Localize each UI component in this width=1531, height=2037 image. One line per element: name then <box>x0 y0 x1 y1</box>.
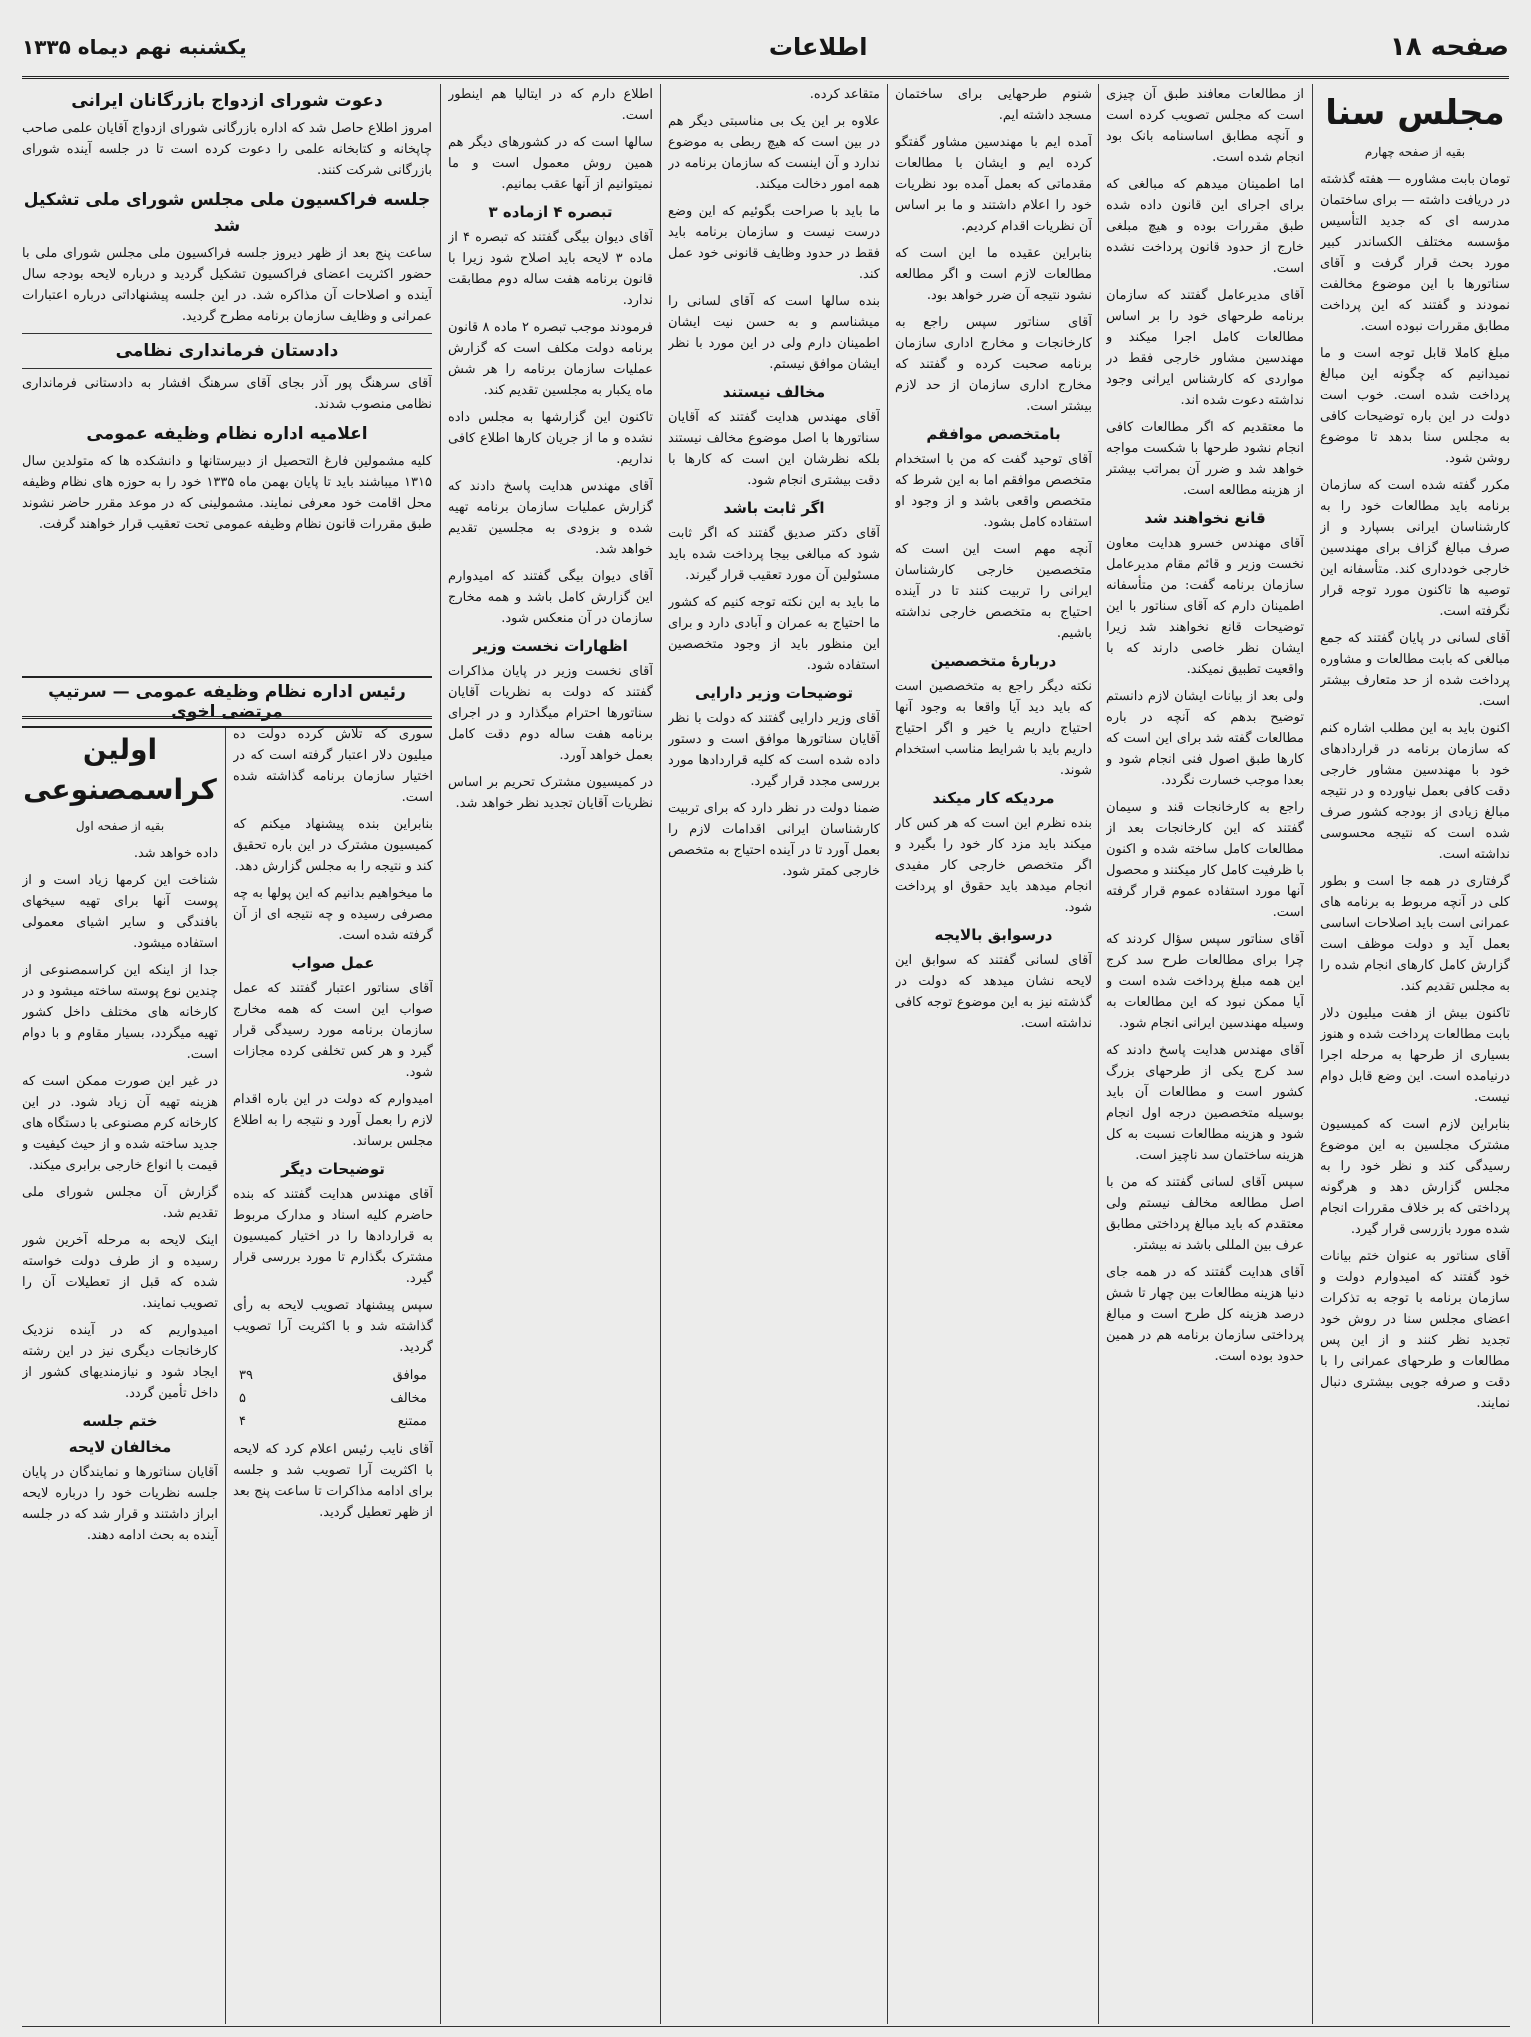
vote-row <box>233 1410 433 1433</box>
paragraph: سپس آقای لسانی گفتند که من با اصل مطالعه مخالف نیستم ولی معتقدم که باید مبالغ پرداختی مطابق عرف بین المللی باشد نه بیشتر. <box>1106 1175 1304 1253</box>
article-title: اولین کراسمصنوعی <box>23 733 217 806</box>
paragraph: آقای لسانی در پایان گفتند که جمع مبالغی که بابت مطالعات و مشاوره پرداخت شده از حد متعارف بیشتر است. <box>1320 631 1510 709</box>
paragraph: ما باید به این نکته توجه کنیم که کشور ما احتیاج به عمران و آبادی دارد و برای این منظور باید از وجود متخصصین استفاده شود. <box>668 595 880 673</box>
notice-text: کلیه مشمولین فارغ التحصیل از دبیرستانها و دانشکده ها که متولدین سال ۱۳۱۵ میباشند باید تا پایان بهمن ماه ۱۳۳۵ خود را به حوزه های نظام وظیفه محل اقامت خود معرفی نمایند. مشمولینی که در موعد مقرر حاضر نشوند طبق مقررات قانون نظام وظیفه عمومی تحت تعقیب قرار خواهند گرفت. <box>22 454 432 532</box>
paragraph: آقای سناتور سپس سؤال کردند که چرا برای مطالعات طرح سد کرج این همه مبلغ پرداخت شده است و آیا ممکن نبود که این مطالعات به وسیله مهندسین ایرانی انجام شود. <box>1106 932 1304 1031</box>
paragraph: گرفتاری در همه جا است و بطور کلی در آنچه مربوط به برنامه های عمرانی است باید اصلاحات اساسی بعمل آید و دولت موظف است گزارش کامل کارهای انجام شده را به مجلس تقدیم کند. <box>1320 874 1510 994</box>
paragraph: آقای سناتور به عنوان ختم بیانات خود گفتند که امیدوارم دولت و سازمان برنامه با توجه به تذکرات اعضای مجلس سنا در روش خود تجدید نظر کنند و از این پس مطالعات و طرحهای عمرانی را با دقت و صرفه جویی بیشتری دنبال نمایند. <box>1320 1249 1510 1411</box>
section-heading: اظهارات نخست وزیر <box>473 637 628 655</box>
article-senate-session <box>1320 84 1510 2024</box>
paragraph: ما باید با صراحت بگوئیم که این وضع درست نیست و سازمان برنامه باید فقط در حدود وظایف قانونی خود عمل کند. <box>668 204 880 282</box>
paragraph: آقای مدیرعامل گفتند که سازمان برنامه طرحهای خود را بر اساس مطالعات کامل اجرا میکند و مهندسین مشاور خارجی فقط در مواردی که کارشناس ایرانی وجود نداشته دعوت شده اند. <box>1106 288 1304 408</box>
section-heading: دربارهٔ متخصصین <box>930 652 1057 670</box>
column-rule <box>1312 84 1313 2024</box>
notice-heading: اعلامیه اداره نظام وظیفه عمومی <box>86 424 368 444</box>
paragraph: آقای مهندس هدایت گفتند که بنده حاضرم کلیه اسناد و مدارک مربوط به قراردادها را در اختیار کمیسیون مشترک بگذارم تا مورد بررسی قرار گیرد. <box>233 1187 433 1286</box>
paragraph: بنابراین بنده پیشنهاد میکنم که کمیسیون مشترک در این باره تحقیق کند و نتیجه را به مجلس گزارش دهد. <box>233 817 433 874</box>
paragraph: تاکنون بیش از هفت میلیون دلار بابت مطالعات پرداخت شده و هنوز بسیاری از طرحها به مرحله اجرا درنیامده است. این وضع قابل دوام نیست. <box>1320 1006 1510 1105</box>
section-heading: مخالف نیستند <box>722 383 826 401</box>
paragraph: در غیر این صورت ممکن است که هزینه تهیه آن زیاد شود. در این کارخانه کرم مصنوعی با دستگاه های جدید ساخته شده و از حیث کیفیت و قیمت با انواع خارجی برابری میکند. <box>22 1074 218 1173</box>
paragraph: راجع به کارخانجات قند و سیمان گفتند که این کارخانجات بعد از مطالعات کامل ساخته شده و اکنون با ظرفیت کامل کار میکنند و محصول آنها مورد استفاده عموم قرار گرفته است. <box>1106 800 1304 920</box>
paragraph: اما اطمینان میدهم که مبالغی که برای اجرای این قانون داده شده طبق مقررات بوده و هیچ مبلغی خارج از حدود قانون پرداخت نشده است. <box>1106 177 1304 276</box>
article-column-3 <box>895 84 1092 2024</box>
article-column-6 <box>233 724 433 2024</box>
paragraph: آقای سناتور سپس راجع به کارخانجات و مخارج اداری سازمان برنامه صحبت کرده و گفتند که مخارج اداری سازمان از حد لازم بیشتر است. <box>895 315 1092 414</box>
paragraph: آمده ایم با مهندسین مشاور گفتگو کرده ایم و ایشان با مطالعات مقدماتی که بعمل آمده بود نظریات خود را اعلام داشتند و ما بر اساس آن نظریات اقدام کردیم. <box>895 135 1092 234</box>
vote-label: مخالف <box>390 1391 427 1406</box>
paragraph: آقای مهندس خسرو هدایت معاون نخست وزیر و قائم مقام مدیرعامل سازمان برنامه گفت: من متأسفانه اطمینان دارم که آقای سناتور با این توضیحات قانع نخواهند شد زیرا ایشان نظر خاصی دارند که با واقعیت تطبیق نمیکند. <box>1106 536 1304 677</box>
article-subtitle: بقیه از صفحه اول <box>75 819 165 833</box>
notice-heading: جلسه فراکسیون ملی مجلس شورای ملی تشکیل شد <box>23 190 431 236</box>
paragraph: اطلاع دارم که در ایتالیا هم اینطور است. <box>448 87 653 123</box>
article-column-2 <box>1106 84 1304 2024</box>
notice-heading: دعوت شورای ازدواج بازرگانان ایرانی <box>71 91 383 111</box>
page-number: صفحه ۱۸ <box>1389 32 1509 62</box>
bottom-rule <box>22 2026 1510 2027</box>
vote-results-table <box>233 1364 433 1433</box>
paragraph: آقای مهندس هدایت پاسخ دادند که سد کرج یکی از طرحهای بزرگ کشور است و مطالعات آن باید بوسیله متخصصین درجه اول انجام شود و هزینه مطالعات نسبت به کل هزینه ساختمان سد ناچیز است. <box>1106 1043 1304 1163</box>
section-heading: بامتخصص موافقم <box>926 425 1061 443</box>
paragraph: در کمیسیون مشترک تحریم بر اساس نظریات آقایان تجدید نظر خواهد شد. <box>448 775 653 811</box>
paragraph: اینک لایحه به مرحله آخرین شور رسیده و از طرف دولت خواسته شده که قبل از تعطیلات آن را تصویب نمایند. <box>22 1233 218 1311</box>
paragraph: آقای نایب رئیس اعلام کرد که لایحه با اکثریت آرا تصویب شد و جلسه برای ادامه مذاکرات تا ساعت پنج بعد از ظهر تعطیل گردید. <box>233 1442 433 1520</box>
paragraph: گزارش آن مجلس شورای ملی تقدیم شد. <box>22 1185 218 1221</box>
notice-text: ساعت پنج بعد از ظهر دیروز جلسه فراکسیون ملی مجلس شورای ملی با حضور اکثریت اعضای فراکسیون تشکیل گردید و درباره لایحه بودجه سال آینده و اصلاحات آن مذاکره شد. در این جلسه پیشنهاداتی درباره اعتبارات عمرانی و وظایف سازمان برنامه مطرح گردید. <box>22 246 432 324</box>
paragraph: بنابراین عقیده ما این است که مطالعات لازم است و اگر مطالعه نشود نتیجه آن ضرر خواهد بود. <box>895 246 1092 303</box>
paragraph: جدا از اینکه این کراسمصنوعی از چندین نوع پوسته ساخته میشود و در کارخانه های مختلف داخل کشور تهیه میگردد، بسیار مقاوم و با دوام است. <box>22 963 218 1062</box>
paragraph: آقای مهندس هدایت پاسخ دادند که گزارش عملیات سازمان برنامه تهیه شده و بزودی به مجلسین تقدیم خواهد شد. <box>448 479 653 557</box>
article-subtitle: بقیه از صفحه چهارم <box>1364 145 1466 159</box>
section-heading: تبصره ۴ ازماده ۳ <box>488 203 613 221</box>
paragraph: آقایان سناتورها و نمایندگان در پایان جلسه نظریات خود را درباره لایحه ابراز داشتند و قرار شد که در جلسه آینده به بحث ادامه دهند. <box>22 1465 218 1543</box>
section-rule <box>22 716 432 719</box>
paragraph: ما میخواهیم بدانیم که این پولها به چه مصرفی رسیده و چه نتیجه ای از آن گرفته شده است. <box>233 886 433 943</box>
column-rule <box>440 84 441 2024</box>
vote-count: ۵ <box>239 1391 246 1406</box>
paragraph: مبلغ کاملا قابل توجه است و ما نمیدانیم که چگونه این مبالغ پرداخت شده است. خوب است دولت در این باره توضیحات کافی به مجلس سنا بدهد تا موضوع روشن شود. <box>1320 346 1510 466</box>
paragraph: آقای دیوان بیگی گفتند که امیدوارم این گزارش کامل باشد و همه مخارج سازمان در آن منعکس شود. <box>448 569 653 626</box>
paragraph: متقاعد کرده. <box>809 87 880 102</box>
paragraph: بنده نظرم این است که هر کس کار میکند باید مزد کار خود را بگیرد و اگر متخصص خارجی کار مفیدی انجام میدهد باید حقوق او پرداخت شود. <box>895 816 1092 915</box>
paragraph: سالها است که در کشورهای دیگر هم همین روش معمول است و ما نمیتوانیم از آنها عقب بمانیم. <box>448 135 653 192</box>
article-column-4 <box>668 84 880 2024</box>
section-heading: درسوابق بالایجه <box>934 926 1053 944</box>
paragraph: امیدوارم که دولت در این باره اقدام لازم را بعمل آورد و نتیجه را به اطلاع مجلس برساند. <box>233 1092 433 1149</box>
paragraph: شناخت این کرمها زیاد است و از پوست آنها برای تهیه سیخهای بافندگی و سایر اشیای معمولی استفاده میشود. <box>22 873 218 951</box>
paragraph: امیدواریم که در آینده نزدیک کارخانجات دیگری نیز در این رشته ایجاد شود و نیازمندیهای کشور از داخل تأمین گردد. <box>22 1323 218 1401</box>
vote-count: ۳۹ <box>239 1368 253 1383</box>
column-rule <box>660 84 661 2024</box>
paragraph: داده خواهد شد. <box>133 846 218 861</box>
section-heading: توضیحات دیگر <box>281 1160 385 1178</box>
notice-text: امروز اطلاع حاصل شد که اداره بازرگانی شورای ازدواج آقایان علمی صاحب چاپخانه و کتابخانه علمی را دعوت کرده است تا در جلسه آینده شورای بازرگانی شرکت کنند. <box>22 121 432 178</box>
paragraph: تومان بابت مشاوره — هفته گذشته در دریافت داشته — برای ساختمان مدرسه ای که جدید التأسیس مؤسسه مختلف الکساندر کبیر مورد بحث قرار گرفت و آقای سناتورها با این موضوع مخالفت نمودند و گفتند که این پرداخت مطابق مقررات نبوده است. <box>1320 172 1510 334</box>
paragraph: آقای دکتر صدیق گفتند که اگر ثابت شود که مبالغی بیجا پرداخت شده باید مسئولین آن مورد تعقیب قرار گیرند. <box>668 526 880 583</box>
section-heading: عمل صواب <box>291 954 375 972</box>
paragraph: بنابراین لازم است که کمیسیون مشترک مجلسین به این موضوع رسیدگی کند و نظر خود را به مجلس گزارش دهد و هرگونه پرداختی که بر خلاف مقررات انجام شده مورد بازرسی قرار گیرد. <box>1320 1117 1510 1237</box>
paragraph: آقای توحید گفت که من با استخدام متخصص موافقم اما به این شرط که متخصص واقعی باشد و از وجود او استفاده کامل بشود. <box>895 452 1092 530</box>
notices-top <box>22 84 432 674</box>
section-heading: توضیحات وزیر دارایی <box>695 684 853 702</box>
notice-signature: رئیس اداره نظام وظیفه عمومی — سرتیپ مرتضی اخوی <box>22 676 432 728</box>
paragraph: ضمنا دولت در نظر دارد که برای تربیت کارشناسان ایرانی اقدامات لازم را بعمل آورد تا در آینده احتیاج به متخصص خارجی کمتر شود. <box>668 801 880 879</box>
section-heading: اگر ثابت باشد <box>723 499 825 517</box>
article-column-5 <box>448 84 653 2024</box>
paragraph: علاوه بر این یک بی مناسبتی دیگر هم در بین است که هیچ ربطی به موضوع ندارد و آن اینست که سازمان برنامه در همه امور دخالت میکند. <box>668 114 880 192</box>
notice-text: آقای سرهنگ پور آذر بجای آقای سرهنگ افشار به دادستانی فرمانداری نظامی منصوب شدند. <box>22 376 432 412</box>
paragraph: آقای نخست وزیر در پایان مذاکرات گفتند که دولت به نظریات آقایان سناتورها احترام میگذارد و در اجرای برنامه هفت ساله دوم دقت کامل بعمل خواهد آورد. <box>448 664 653 763</box>
paragraph: سپس پیشنهاد تصویب لایحه به رأی گذاشته شد و با اکثریت آرا تصویب گردید. <box>233 1298 433 1355</box>
paragraph: آقای لسانی گفتند که سوابق این لایحه نشان میدهد که دولت در گذشته نیز به این موضوع توجه کافی نداشته است. <box>895 953 1092 1031</box>
article-title: مجلس سنا <box>1325 93 1505 133</box>
section-heading: ختم جلسه <box>82 1412 158 1430</box>
paragraph: فرمودند موجب تبصره ۲ ماده ۸ قانون برنامه دولت مکلف است که گزارش عملیات سازمان برنامه را هر شش ماه یکبار به مجلسین تقدیم کند. <box>448 320 653 398</box>
paragraph: بنده سالها است که آقای لسانی را میشناسم و به حسن نیت ایشان اطمینان دارم ولی در این مورد با نظر ایشان موافق نیستم. <box>668 294 880 372</box>
column-rule <box>1098 84 1099 2024</box>
paragraph: تاکنون این گزارشها به مجلس داده نشده و ما از جریان کارها اطلاع کافی نداریم. <box>448 410 653 467</box>
masthead <box>22 18 1509 79</box>
vote-label: موافق <box>392 1368 427 1383</box>
column-rule <box>225 680 226 2024</box>
section-heading: مخالفان لایحه <box>68 1438 172 1456</box>
notice-heading: دادستان فرمانداری نظامی <box>22 333 432 369</box>
paragraph: شنوم طرحهایی برای ساختمان مسجد داشته ایم. <box>895 87 1092 123</box>
paragraph: مکرر گفته شده است که سازمان برنامه باید مطالعات خود را به کارشناسان ایرانی بسپارد و از صرف مبالغ گزاف برای مهندسین خارجی خودداری کند. متأسفانه این توصیه ها تاکنون مورد توجه قرار نگرفته است. <box>1320 478 1510 619</box>
paragraph: آقای هدایت گفتند که در همه جای دنیا هزینه مطالعات بین چهار تا شش درصد هزینه کل طرح است و مبالغ پرداختی سازمان برنامه هم در همین حدود بوده است. <box>1106 1265 1304 1364</box>
paragraph: ولی بعد از بیانات ایشان لازم دانستم توضیح بدهم که آنچه در باره مطالعات گفته شد برای این است که کارها طبق اصول فنی انجام شود و بعدا موجب خسارت نگردد. <box>1106 689 1304 788</box>
newspaper-name: اطلاعات <box>768 33 868 61</box>
section-heading: مردیکه کار میکند <box>932 789 1055 807</box>
paragraph: آقای وزیر دارایی گفتند که دولت با نظر آقایان سناتورها موافق است و دستور داده شده است که کلیه قراردادها مورد بررسی مجدد قرار گیرد. <box>668 711 880 789</box>
paragraph: آقای دیوان بیگی گفتند که تبصره ۴ از ماده ۳ لایحه باید اصلاح شود زیرا با قانون برنامه هفت ساله دوم مطابقت ندارد. <box>448 230 653 308</box>
vote-row <box>233 1364 433 1387</box>
paragraph: نکته دیگر راجع به متخصصین است که باید دید آیا واقعا به وجود آنها احتیاج داریم یا خیر و اگر احتیاج داریم باید با شرایط مناسب استخدام شوند. <box>895 679 1092 778</box>
section-heading: قانع نخواهند شد <box>1144 509 1266 527</box>
paragraph: ما معتقدیم که اگر مطالعات کافی انجام نشود طرحها با شکست مواجه خواهد شد و ضرر آن بمراتب بیشتر از هزینه مطالعه است. <box>1106 420 1304 498</box>
paragraph: سوری که تلاش کرده دولت ده میلیون دلار اعتبار گرفته است که در اختیار سازمان برنامه گذاشته شده است. <box>233 727 433 805</box>
vote-count: ۴ <box>239 1414 246 1429</box>
paragraph: از مطالعات معافند طبق آن چیزی است که مجلس تصویب کرده است و آنچه مطابق اساسنامه بانک بود انجام شده است. <box>1106 87 1304 165</box>
issue-date: یکشنبه نهم دیماه ۱۳۳۵ <box>22 35 247 59</box>
paragraph: آقای سناتور اعتبار گفتند که عمل صواب این است که همه مخارج سازمان برنامه مورد رسیدگی قرار گیرد و هر کس تخلفی کرده مجازات شود. <box>233 981 433 1080</box>
paragraph: آقای مهندس هدایت گفتند که آقایان سناتورها با اصل موضوع مخالف نیستند بلکه نظرشان این است که کارها با دقت بیشتری انجام شود. <box>668 410 880 488</box>
column-rule <box>887 84 888 2024</box>
paragraph: آنچه مهم است این است که متخصصین خارجی کارشناسان ایرانی را تربیت کنند تا در آینده احتیاج به متخصص خارجی نداشته باشیم. <box>895 542 1092 641</box>
paragraph: اکنون باید به این مطلب اشاره کنم که سازمان برنامه در قراردادهای خود با مهندسین مشاور خارجی دقت کافی بعمل نیاورده و در نتیجه مبالغ زیادی از بودجه کشور صرف شده است که نتیجه محسوسی نداشته است. <box>1320 721 1510 862</box>
article-artificial-leather <box>22 724 218 2024</box>
vote-row <box>233 1387 433 1410</box>
vote-label: ممتنع <box>397 1414 427 1429</box>
